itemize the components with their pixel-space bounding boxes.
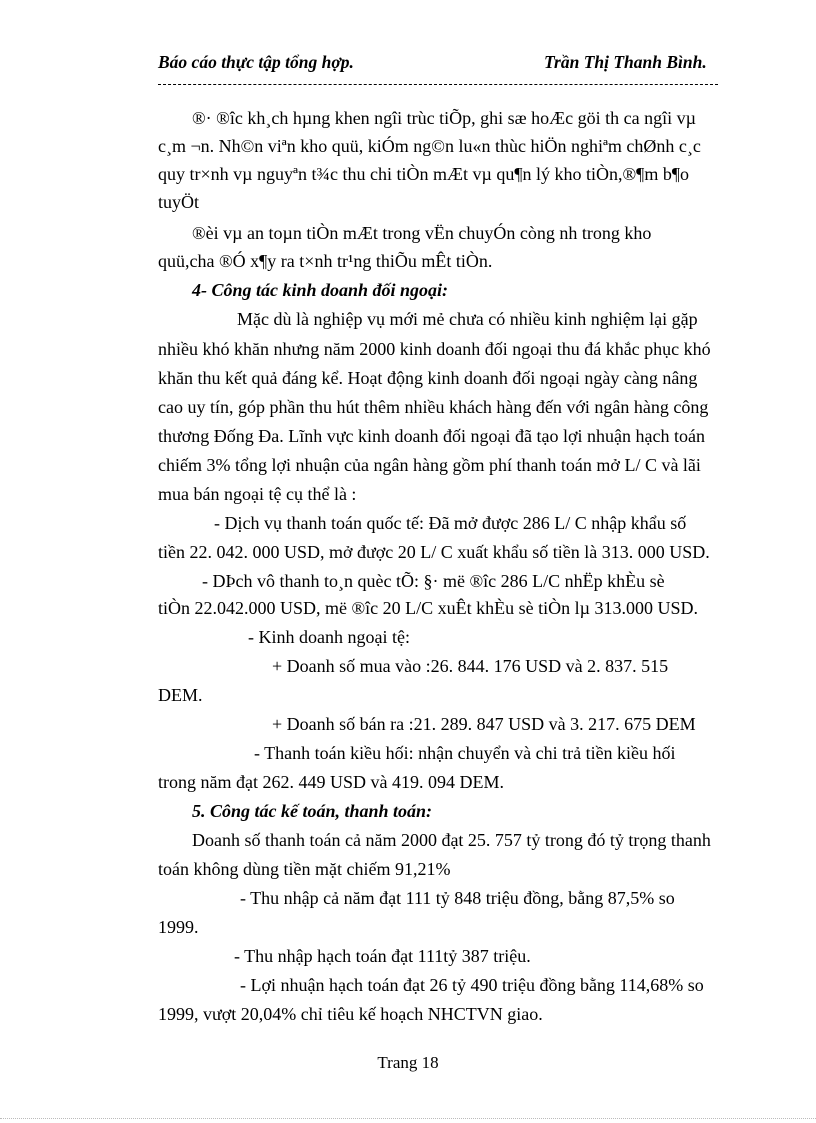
body-line: - Thu nhập cả năm đạt 111 tỷ 848 triệu đồng, bằng 87,5% so	[240, 888, 675, 908]
body-line: - Thanh toán kiều hối: nhận chuyển và chi trả tiền kiều hối	[254, 743, 676, 763]
body-line: quy tr×nh vµ nguyªn t¾c thu chi tiÒn mÆt vµ qu¶n lý kho tiÒn,®¶m b¶o	[158, 164, 689, 184]
body-line: trong năm đạt 262. 449 USD và 419. 094 DEM.	[158, 772, 504, 792]
body-line: tiÒn 22.042.000 USD, më ®îc 20 L/C xuÊt khÈu sè tiÒn lµ 313.000 USD.	[158, 598, 699, 618]
body-line: DEM.	[158, 685, 203, 705]
body-line: nhiều khó khăn nhưng năm 2000 kinh doanh đối ngoại thu đá khắc phục khó	[158, 339, 711, 359]
body-line: quü,cha ®Ó x¶y ra t×nh tr¹ng thiÕu mÊt tiÒn.	[158, 251, 493, 271]
body-line: + Doanh số mua vào :26. 844. 176 USD và 2. 837. 515	[272, 656, 669, 676]
body-line: + Doanh số bán ra :21. 289. 847 USD và 3. 217. 675 DEM	[272, 714, 696, 734]
body-line: 1999, vượt 20,04% chỉ tiêu kế hoạch NHCTVN giao.	[158, 1004, 543, 1024]
body-line: ®èi vµ an toµn tiÒn mÆt trong vËn chuyÓn còng nh trong kho	[192, 223, 652, 243]
section-heading-4: 4- Công tác kinh doanh đối ngoại:	[192, 280, 449, 300]
body-line: mua bán ngoại tệ cụ thể là :	[158, 484, 357, 504]
page-header	[158, 52, 718, 76]
body-line: - Dịch vụ thanh toán quốc tế: Đã mở được 286 L/ C nhập khẩu số	[214, 513, 687, 533]
body-line: chiếm 3% tổng lợi nhuận của ngân hàng gồm phí thanh toán mở L/ C và lãi	[158, 455, 701, 475]
body-line: cao uy tín, góp phần thu hút thêm nhiều khách hàng đến với ngân hàng công	[158, 397, 709, 417]
body-line: Mặc dù là nghiệp vụ mới mẻ chưa có nhiều kinh nghiệm lại gặp	[237, 309, 698, 329]
body-line: tiền 22. 042. 000 USD, mở được 20 L/ C xuất khẩu số tiền là 313. 000 USD.	[158, 542, 710, 562]
body-line: khăn thu kết quả đáng kể. Hoạt động kinh doanh đối ngoại ngày càng nâng	[158, 368, 698, 388]
report-title: Báo cáo thực tập tổng hợp.	[158, 52, 354, 72]
page-bottom-divider	[0, 1118, 816, 1119]
body-line: thương Đống Đa. Lĩnh vực kinh doanh đối ngoại đã tạo lợi nhuận hạch toán	[158, 426, 705, 446]
body-line: 1999.	[158, 917, 199, 937]
author-name: Trần Thị Thanh Bình.	[544, 52, 707, 72]
section-heading-5: 5. Công tác kế toán, thanh toán:	[192, 801, 433, 821]
body-line: toán không dùng tiền mặt chiếm 91,21%	[158, 859, 451, 879]
body-line: - Lợi nhuận hạch toán đạt 26 tỷ 490 triệu đồng bằng 114,68% so	[240, 975, 704, 995]
body-line: - DÞch vô thanh to¸n quèc tÕ: §· më ®îc 286 L/C nhËp khÈu sè	[202, 571, 665, 591]
body-line: - Kinh doanh ngoại tệ:	[248, 627, 410, 647]
body-line: c¸m ¬n. Nh©n viªn kho quü, kiÓm ng©n lu«n thùc hiÖn nghiªm chØnh c¸c	[158, 136, 701, 156]
header-divider	[158, 84, 718, 85]
body-line: - Thu nhập hạch toán đạt 111tỷ 387 triệu.	[234, 946, 531, 966]
page-number: Trang 18	[377, 1053, 439, 1072]
body-line: tuyÖt	[158, 192, 200, 212]
body-line: Doanh số thanh toán cả năm 2000 đạt 25. 757 tỷ trong đó tỷ trọng thanh	[192, 830, 711, 850]
body-line: ®· ®îc kh¸ch hµng khen ngîi trùc tiÕp, ghi sæ hoÆc göi th ca ngîi vµ	[192, 108, 697, 128]
